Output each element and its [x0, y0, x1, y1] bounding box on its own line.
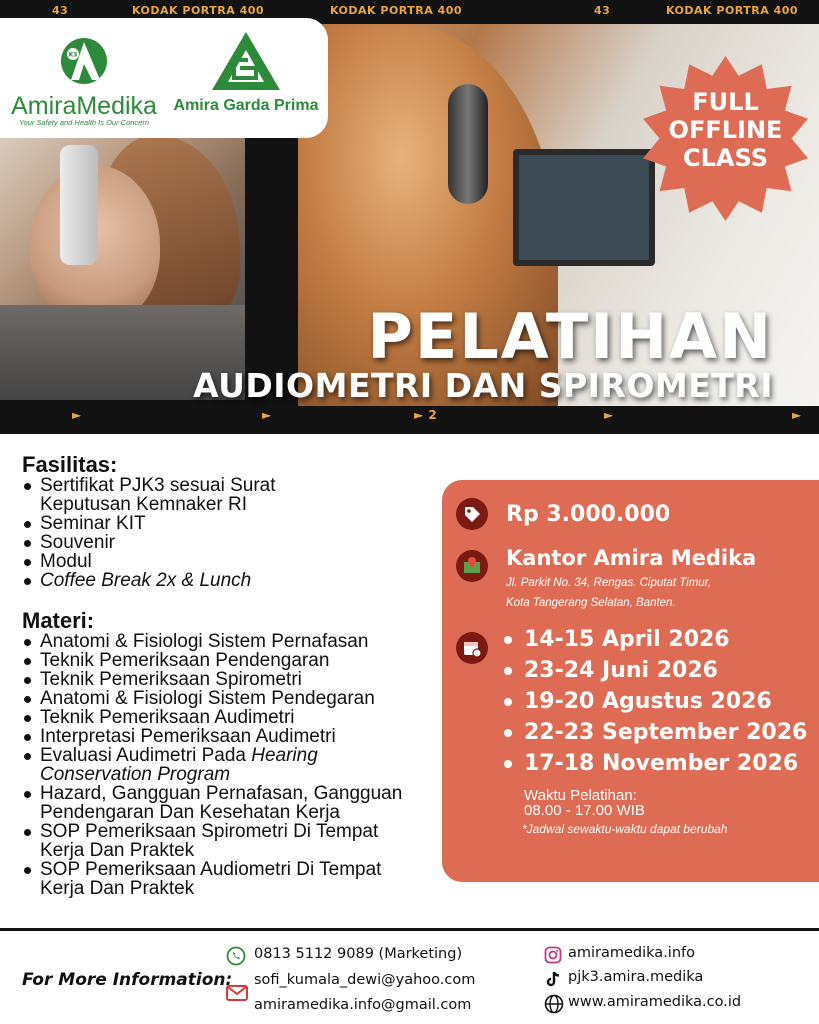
course-details: [22, 454, 442, 898]
materi-heading: Materi:: [22, 608, 95, 633]
website-link[interactable]: www.amiramedika.co.id: [568, 994, 742, 1010]
footer-divider: [0, 928, 819, 931]
list-item-text: Evaluasi Audimetri Pada: [40, 745, 246, 766]
list-item: [40, 746, 340, 784]
phone-link[interactable]: 0813 5112 9089 (Marketing): [254, 946, 463, 962]
amira-medika-name: AmiraMedika: [11, 92, 157, 120]
film-arrow-icon: ►: [262, 408, 272, 422]
globe-icon: [544, 994, 564, 1014]
time-value: 08.00 - 17.00 WIB: [524, 802, 645, 819]
tiktok-icon: [544, 970, 562, 988]
list-item: Souvenir: [40, 533, 442, 552]
film-strip-bottom: [0, 406, 819, 430]
date-item: 17-18 November 2026: [504, 748, 807, 779]
list-item: Hazard, Gangguan Pernafasan, Gangguan Pendengaran Dan Kesehatan Kerja: [40, 784, 440, 822]
schedule-dates: [504, 624, 807, 779]
location-name: Kantor Amira Medika: [506, 546, 757, 570]
list-item: Coffee Break 2x & Lunch: [40, 571, 442, 590]
training-time: [524, 788, 645, 818]
badge-line: OFFLINE: [668, 116, 783, 144]
fasilitas-list: [22, 476, 442, 590]
info-card: [442, 480, 819, 882]
amira-garda-prima-logo-icon: [210, 28, 282, 92]
list-item: Modul: [40, 552, 442, 571]
title-pelatihan: PELATIHAN: [367, 300, 773, 373]
amira-garda-prima-logo: [166, 28, 326, 115]
amira-garda-prima-name: Amira Garda Prima: [173, 97, 319, 114]
list-item: SOP Pemeriksaan Spirometri Di Tempat Kerja Dan Praktek: [40, 822, 420, 860]
film-brand-label: KODAK PORTRA 400: [666, 4, 799, 17]
film-frame-number: 43: [52, 4, 69, 17]
schedule-note: *Jadwal sewaktu-waktu dapat berubah: [522, 822, 728, 836]
amira-medika-logo: [4, 36, 164, 127]
date-item: 19-20 Agustus 2026: [504, 686, 807, 717]
fasilitas-heading: Fasilitas:: [22, 452, 118, 477]
instagram-icon: [544, 946, 562, 964]
tiktok-link[interactable]: pjk3.amira.medika: [568, 969, 704, 985]
badge-line: FULL: [692, 88, 759, 116]
title-subject: AUDIOMETRI DAN SPIROMETRI: [193, 366, 773, 405]
amira-medika-logo-icon: [59, 36, 109, 86]
list-item: Teknik Pemeriksaan Spirometri: [40, 670, 442, 689]
offline-class-badge: [643, 88, 808, 172]
instagram-link[interactable]: amiramedika.info: [568, 945, 695, 961]
list-item: Anatomi & Fisiologi Sistem Pernafasan: [40, 632, 442, 651]
badge-line: CLASS: [683, 144, 768, 172]
time-label: Waktu Pelatihan:: [524, 787, 637, 804]
film-arrow-icon: ► 2: [414, 408, 438, 422]
list-item: Teknik Pemeriksaan Audimetri: [40, 708, 442, 727]
address-line: Kota Tangerang Selatan, Banten.: [506, 597, 676, 609]
materi-list: [22, 632, 442, 898]
email-link-yahoo[interactable]: sofi_kumala_dewi@yahoo.com: [254, 972, 476, 988]
calendar-icon: [456, 632, 488, 664]
whatsapp-icon: [226, 946, 246, 966]
film-brand-label: KODAK PORTRA 400: [330, 4, 463, 17]
svg-text:K3: K3: [68, 51, 78, 59]
spirometry-photo: [0, 135, 245, 400]
amira-medika-tagline: Your Safety and Health Is Our Concern: [18, 118, 150, 127]
list-item: Teknik Pemeriksaan Pendengaran: [40, 651, 442, 670]
hero-banner: [0, 0, 819, 434]
list-item-italic: Hearing Conservation Program: [40, 745, 318, 785]
list-item: Anatomi & Fisiologi Sistem Pendegaran: [40, 689, 442, 708]
email-icon: [226, 984, 248, 1002]
email-link-gmail[interactable]: amiramedika.info@gmail.com: [254, 997, 472, 1013]
more-info-label: For More Information:: [22, 970, 233, 990]
logo-card: [0, 18, 328, 138]
address-line: Jl. Parkit No. 34, Rengas. Ciputat Timur,: [506, 577, 712, 589]
film-arrow-icon: ►: [72, 408, 82, 422]
list-item: Interpretasi Pemeriksaan Audimetri: [40, 727, 442, 746]
film-arrow-icon: ►: [792, 408, 802, 422]
location-address: [506, 573, 806, 613]
film-frame-number: 43: [594, 4, 611, 17]
price-tag-icon: [456, 498, 488, 530]
list-item: Seminar KIT: [40, 514, 442, 533]
date-item: 22-23 September 2026: [504, 717, 807, 748]
list-item: SOP Pemeriksaan Audiometri Di Tempat Kerja Dan Praktek: [40, 860, 430, 898]
map-icon: [456, 550, 488, 582]
date-item: 23-24 Juni 2026: [504, 655, 807, 686]
price-text: Rp 3.000.000: [506, 502, 671, 527]
film-arrow-icon: ►: [604, 408, 614, 422]
film-brand-label: KODAK PORTRA 400: [132, 4, 265, 17]
date-item: 14-15 April 2026: [504, 624, 807, 655]
list-item: Sertifikat PJK3 sesuai Surat Keputusan Kemnaker RI: [40, 476, 290, 514]
